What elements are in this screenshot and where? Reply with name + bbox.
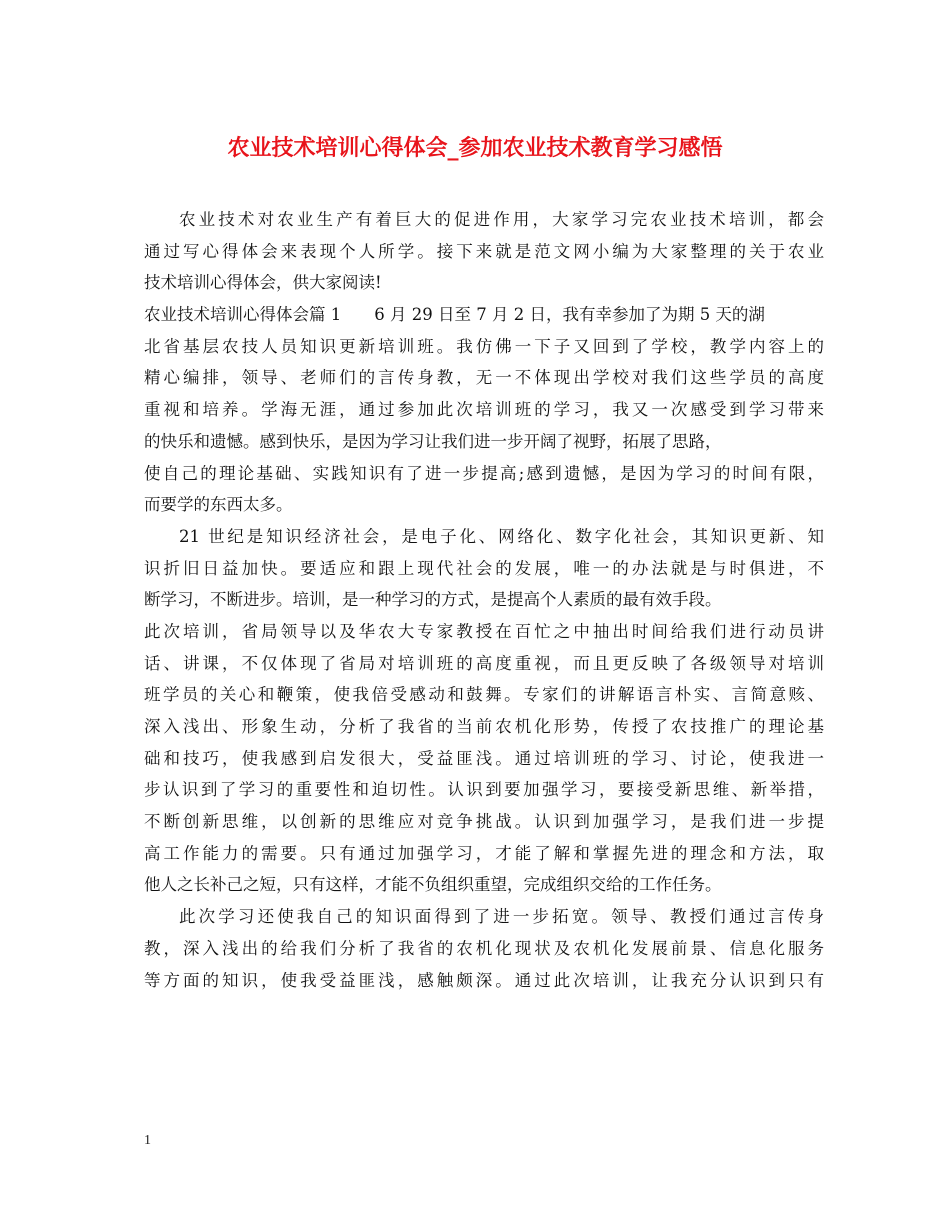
page-number: 1 — [144, 1133, 151, 1148]
paragraph-line: 话、讲课，不仅体现了省局对培训班的高度重视，而且更反映了各级领导对培训 — [144, 653, 824, 673]
paragraph-line: 技术培训心得体会，供大家阅读! — [144, 273, 382, 293]
paragraph-line: 此次培训，省局领导以及华农大专家教授在百忙之中抽出时间给我们进行动员讲 — [144, 621, 824, 641]
paragraph-line: 精心编排，领导、老师们的言传身教，无一不体现出学校对我们这些学员的高度 — [144, 368, 824, 388]
paragraph-line: 的快乐和遗憾。感到快乐，是因为学习让我们进一步开阔了视野，拓展了思路， — [144, 431, 722, 451]
paragraph-line: 等方面的知识，使我受益匪浅，感触颇深。通过此次培训，让我充分认识到只有 — [144, 970, 824, 990]
paragraph-line: 此次学习还使我自己的知识面得到了进一步拓宽。领导、教授们通过言传身 — [179, 907, 824, 927]
document-title: 农业技术培训心得体会_参加农业技术教育学习感悟 — [227, 135, 723, 161]
paragraph-line: 通过写心得体会来表现个人所学。接下来就是范文网小编为大家整理的关于农业 — [144, 241, 824, 261]
paragraph-line: 使自己的理论基础、实践知识有了进一步提高;感到遗憾，是因为学习的时间有限， — [144, 463, 824, 483]
document-body — [144, 204, 824, 996]
paragraph-line: 断学习，不断进步。培训，是一种学习的方式，是提高个人素质的最有效手段。 — [144, 590, 722, 610]
paragraph-line: 他人之长补己之短，只有这样，才能不负组织重望，完成组织交给的工作任务。 — [144, 875, 722, 895]
paragraph-line: 础和技巧，使我感到启发很大，受益匪浅。通过培训班的学习、讨论，使我进一 — [144, 748, 824, 768]
paragraph-line: 识折旧日益加快。要适应和跟上现代社会的发展，唯一的办法就是与时俱进，不 — [144, 558, 824, 578]
paragraph-line: 农业技术培训心得体会篇 1 6 月 29 日至 7 月 2 日，我有幸参加了为期 5 天的湖 — [144, 305, 765, 325]
paragraph-line: 教，深入浅出的给我们分析了我省的农机化现状及农机化发展前景、信息化服务 — [144, 938, 824, 958]
paragraph-line: 农业技术对农业生产有着巨大的促进作用，大家学习完农业技术培训，都会 — [179, 210, 824, 229]
paragraph-line: 深入浅出、形象生动，分析了我省的当前农机化形势，传授了农技推广的理论基 — [144, 717, 824, 736]
paragraph-line: 步认识到了学习的重要性和迫切性。认识到要加强学习，要接受新思维、新举措， — [144, 780, 824, 800]
paragraph-line: 高工作能力的需要。只有通过加强学习，才能了解和掌握先进的理念和方法，取 — [144, 843, 824, 863]
paragraph-line: 重视和培养。学海无涯，通过参加此次培训班的学习，我又一次感受到学习带来 — [144, 400, 824, 420]
paragraph-line: 不断创新思维，以创新的思维应对竞争挑战。认识到加强学习，是我们进一步提 — [144, 812, 824, 832]
paragraph-line: 北省基层农技人员知识更新培训班。我仿佛一下子又回到了学校，教学内容上的 — [144, 336, 824, 356]
paragraph-line: 21 世纪是知识经济社会，是电子化、网络化、数字化社会，其知识更新、知 — [179, 526, 824, 546]
paragraph-line: 班学员的关心和鞭策，使我倍受感动和鼓舞。专家们的讲解语言朴实、言简意赅、 — [144, 685, 824, 705]
paragraph-line: 而要学的东西太多。 — [144, 495, 293, 515]
